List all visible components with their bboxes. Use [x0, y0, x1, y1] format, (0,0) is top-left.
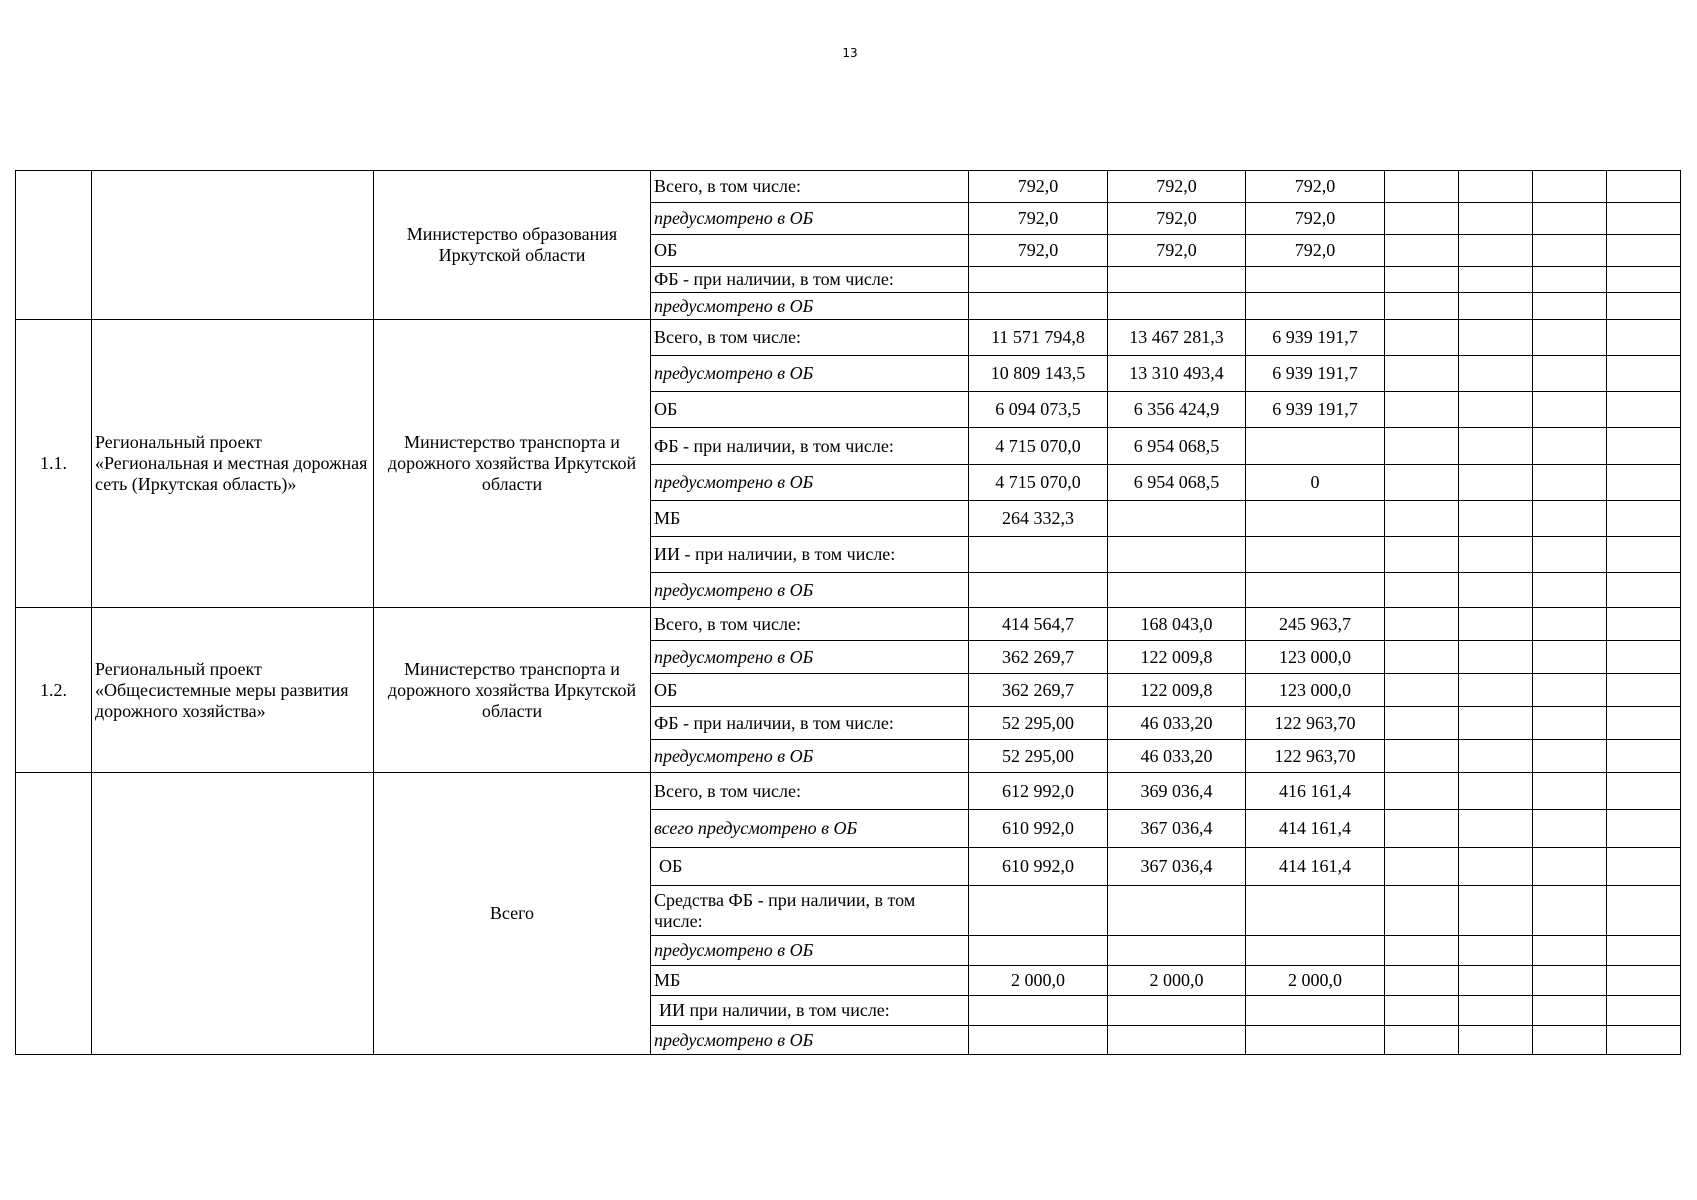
value-col-3	[1246, 936, 1385, 966]
empty-cell	[1385, 293, 1459, 320]
funding-source: ИИ при наличии, в том числе:	[651, 996, 969, 1026]
empty-cell	[1459, 848, 1533, 886]
empty-cell	[1459, 996, 1533, 1026]
value-col-2	[1108, 936, 1246, 966]
empty-cell	[1607, 936, 1681, 966]
value-col-2: 46 033,20	[1108, 740, 1246, 773]
value-col-1: 362 269,7	[969, 641, 1108, 674]
value-col-3: 122 963,70	[1246, 740, 1385, 773]
row-number: 1.1.	[16, 320, 92, 608]
value-col-3	[1246, 1026, 1385, 1055]
empty-cell	[1533, 537, 1607, 573]
empty-cell	[1459, 1026, 1533, 1055]
row-number	[16, 171, 92, 320]
empty-cell	[1459, 740, 1533, 773]
empty-cell	[1533, 356, 1607, 392]
funding-source: МБ	[651, 966, 969, 996]
value-col-2: 6 356 424,9	[1108, 392, 1246, 428]
value-col-1: 52 295,00	[969, 707, 1108, 740]
empty-cell	[1385, 608, 1459, 641]
value-col-3: 6 939 191,7	[1246, 320, 1385, 356]
funding-source: предусмотрено в ОБ	[651, 641, 969, 674]
empty-cell	[1533, 848, 1607, 886]
empty-cell	[1459, 501, 1533, 537]
value-col-2	[1108, 501, 1246, 537]
value-col-3: 123 000,0	[1246, 641, 1385, 674]
empty-cell	[1533, 773, 1607, 810]
empty-cell	[1607, 267, 1681, 293]
value-col-2	[1108, 293, 1246, 320]
value-col-3: 122 963,70	[1246, 707, 1385, 740]
value-col-3	[1246, 537, 1385, 573]
empty-cell	[1533, 267, 1607, 293]
funding-source: Всего, в том числе:	[651, 608, 969, 641]
empty-cell	[1385, 267, 1459, 293]
empty-cell	[1385, 810, 1459, 848]
empty-cell	[1459, 465, 1533, 501]
funding-source: ФБ - при наличии, в том числе:	[651, 707, 969, 740]
empty-cell	[1385, 465, 1459, 501]
value-col-3: 792,0	[1246, 203, 1385, 235]
project-name: Региональный проект «Региональная и местная дорожная сеть (Иркутская область)»	[92, 320, 374, 608]
empty-cell	[1533, 674, 1607, 707]
empty-cell	[1533, 1026, 1607, 1055]
funding-source: предусмотрено в ОБ	[651, 356, 969, 392]
funding-source: предусмотрено в ОБ	[651, 936, 969, 966]
value-col-2	[1108, 1026, 1246, 1055]
empty-cell	[1607, 171, 1681, 203]
empty-cell	[1385, 320, 1459, 356]
empty-cell	[1459, 773, 1533, 810]
table-row	[16, 171, 1681, 203]
value-col-2: 13 310 493,4	[1108, 356, 1246, 392]
empty-cell	[1385, 537, 1459, 573]
page-number: 13	[842, 46, 858, 60]
empty-cell	[1607, 293, 1681, 320]
value-col-3: 792,0	[1246, 235, 1385, 267]
empty-cell	[1459, 966, 1533, 996]
value-col-3: 414 161,4	[1246, 848, 1385, 886]
value-col-1	[969, 886, 1108, 936]
funding-source: предусмотрено в ОБ	[651, 573, 969, 608]
empty-cell	[1607, 501, 1681, 537]
value-col-2: 46 033,20	[1108, 707, 1246, 740]
value-col-3: 123 000,0	[1246, 674, 1385, 707]
funding-source: ОБ	[651, 848, 969, 886]
empty-cell	[1533, 392, 1607, 428]
empty-cell	[1533, 428, 1607, 465]
value-col-2: 367 036,4	[1108, 848, 1246, 886]
value-col-3	[1246, 996, 1385, 1026]
executor-name: Министерство образования Иркутской области	[374, 171, 651, 320]
value-col-2	[1108, 996, 1246, 1026]
empty-cell	[1607, 707, 1681, 740]
empty-cell	[1385, 740, 1459, 773]
funding-source: Всего, в том числе:	[651, 320, 969, 356]
empty-cell	[1459, 674, 1533, 707]
table-group	[16, 171, 1681, 320]
project-name	[92, 171, 374, 320]
value-col-1: 792,0	[969, 171, 1108, 203]
empty-cell	[1607, 773, 1681, 810]
value-col-2: 122 009,8	[1108, 641, 1246, 674]
table-row	[16, 608, 1681, 641]
empty-cell	[1533, 608, 1607, 641]
empty-cell	[1385, 773, 1459, 810]
empty-cell	[1385, 573, 1459, 608]
value-col-1: 52 295,00	[969, 740, 1108, 773]
empty-cell	[1385, 886, 1459, 936]
empty-cell	[1459, 356, 1533, 392]
empty-cell	[1607, 320, 1681, 356]
row-number	[16, 773, 92, 1055]
table-group	[16, 608, 1681, 773]
empty-cell	[1459, 320, 1533, 356]
value-col-3: 2 000,0	[1246, 966, 1385, 996]
empty-cell	[1459, 203, 1533, 235]
value-col-2: 6 954 068,5	[1108, 465, 1246, 501]
value-col-2	[1108, 267, 1246, 293]
empty-cell	[1533, 171, 1607, 203]
empty-cell	[1459, 392, 1533, 428]
funding-source: предусмотрено в ОБ	[651, 465, 969, 501]
value-col-1	[969, 293, 1108, 320]
value-col-3	[1246, 886, 1385, 936]
empty-cell	[1459, 428, 1533, 465]
funding-source: предусмотрено в ОБ	[651, 1026, 969, 1055]
funding-source: ОБ	[651, 392, 969, 428]
empty-cell	[1607, 674, 1681, 707]
funding-source: ОБ	[651, 674, 969, 707]
value-col-1: 6 094 073,5	[969, 392, 1108, 428]
funding-source: предусмотрено в ОБ	[651, 203, 969, 235]
value-col-1	[969, 936, 1108, 966]
value-col-1	[969, 537, 1108, 573]
empty-cell	[1385, 848, 1459, 886]
empty-cell	[1459, 573, 1533, 608]
empty-cell	[1533, 203, 1607, 235]
empty-cell	[1607, 740, 1681, 773]
empty-cell	[1385, 356, 1459, 392]
empty-cell	[1385, 674, 1459, 707]
funding-source: предусмотрено в ОБ	[651, 293, 969, 320]
value-col-3	[1246, 573, 1385, 608]
table-group	[16, 320, 1681, 608]
value-col-3	[1246, 267, 1385, 293]
empty-cell	[1607, 235, 1681, 267]
value-col-3	[1246, 293, 1385, 320]
empty-cell	[1533, 707, 1607, 740]
value-col-3: 0	[1246, 465, 1385, 501]
value-col-3: 245 963,7	[1246, 608, 1385, 641]
empty-cell	[1459, 886, 1533, 936]
empty-cell	[1607, 428, 1681, 465]
funding-source: ИИ - при наличии, в том числе:	[651, 537, 969, 573]
empty-cell	[1607, 641, 1681, 674]
empty-cell	[1533, 235, 1607, 267]
empty-cell	[1607, 810, 1681, 848]
table-row	[16, 773, 1681, 810]
empty-cell	[1607, 996, 1681, 1026]
empty-cell	[1533, 966, 1607, 996]
value-col-3: 416 161,4	[1246, 773, 1385, 810]
funding-source: ОБ	[651, 235, 969, 267]
empty-cell	[1459, 235, 1533, 267]
empty-cell	[1533, 886, 1607, 936]
value-col-3: 6 939 191,7	[1246, 392, 1385, 428]
value-col-2: 2 000,0	[1108, 966, 1246, 996]
empty-cell	[1385, 501, 1459, 537]
value-col-2: 122 009,8	[1108, 674, 1246, 707]
value-col-1: 264 332,3	[969, 501, 1108, 537]
empty-cell	[1607, 203, 1681, 235]
value-col-1: 362 269,7	[969, 674, 1108, 707]
empty-cell	[1607, 537, 1681, 573]
empty-cell	[1533, 641, 1607, 674]
empty-cell	[1459, 537, 1533, 573]
empty-cell	[1533, 465, 1607, 501]
empty-cell	[1459, 641, 1533, 674]
empty-cell	[1459, 171, 1533, 203]
empty-cell	[1607, 465, 1681, 501]
value-col-1: 4 715 070,0	[969, 428, 1108, 465]
empty-cell	[1385, 936, 1459, 966]
value-col-1	[969, 267, 1108, 293]
value-col-2: 792,0	[1108, 171, 1246, 203]
empty-cell	[1385, 203, 1459, 235]
value-col-1: 11 571 794,8	[969, 320, 1108, 356]
funding-source: всего предусмотрено в ОБ	[651, 810, 969, 848]
funding-source: предусмотрено в ОБ	[651, 740, 969, 773]
value-col-1: 610 992,0	[969, 810, 1108, 848]
empty-cell	[1533, 740, 1607, 773]
empty-cell	[1385, 1026, 1459, 1055]
funding-source: ФБ - при наличии, в том числе:	[651, 267, 969, 293]
funding-source: Всего, в том числе:	[651, 171, 969, 203]
table-group	[16, 773, 1681, 1055]
empty-cell	[1459, 293, 1533, 320]
value-col-1: 612 992,0	[969, 773, 1108, 810]
value-col-2: 792,0	[1108, 235, 1246, 267]
empty-cell	[1459, 608, 1533, 641]
value-col-1	[969, 1026, 1108, 1055]
value-col-1: 792,0	[969, 203, 1108, 235]
empty-cell	[1607, 966, 1681, 996]
budget-table	[15, 170, 1681, 1055]
value-col-2: 168 043,0	[1108, 608, 1246, 641]
row-number: 1.2.	[16, 608, 92, 773]
value-col-1: 10 809 143,5	[969, 356, 1108, 392]
executor-name: Министерство транспорта и дорожного хозяйства Иркутской области	[374, 320, 651, 608]
empty-cell	[1385, 707, 1459, 740]
value-col-1: 792,0	[969, 235, 1108, 267]
value-col-2: 792,0	[1108, 203, 1246, 235]
empty-cell	[1459, 707, 1533, 740]
funding-source: МБ	[651, 501, 969, 537]
empty-cell	[1385, 235, 1459, 267]
empty-cell	[1385, 428, 1459, 465]
value-col-3: 414 161,4	[1246, 810, 1385, 848]
empty-cell	[1607, 608, 1681, 641]
empty-cell	[1533, 293, 1607, 320]
empty-cell	[1533, 996, 1607, 1026]
empty-cell	[1607, 392, 1681, 428]
empty-cell	[1607, 573, 1681, 608]
empty-cell	[1533, 320, 1607, 356]
value-col-2: 6 954 068,5	[1108, 428, 1246, 465]
value-col-2	[1108, 573, 1246, 608]
empty-cell	[1607, 1026, 1681, 1055]
empty-cell	[1607, 356, 1681, 392]
value-col-2: 369 036,4	[1108, 773, 1246, 810]
value-col-2	[1108, 537, 1246, 573]
value-col-2: 367 036,4	[1108, 810, 1246, 848]
empty-cell	[1607, 848, 1681, 886]
value-col-1: 4 715 070,0	[969, 465, 1108, 501]
value-col-3: 792,0	[1246, 171, 1385, 203]
total-label: Всего	[374, 773, 651, 1055]
value-col-1: 2 000,0	[969, 966, 1108, 996]
funding-source: ФБ - при наличии, в том числе:	[651, 428, 969, 465]
value-col-1	[969, 573, 1108, 608]
value-col-1	[969, 996, 1108, 1026]
funding-source: Всего, в том числе:	[651, 773, 969, 810]
value-col-1: 610 992,0	[969, 848, 1108, 886]
value-col-3	[1246, 501, 1385, 537]
empty-cell	[1533, 810, 1607, 848]
funding-source: Средства ФБ - при наличии, в том числе:	[651, 886, 969, 936]
value-col-1: 414 564,7	[969, 608, 1108, 641]
empty-cell	[1533, 936, 1607, 966]
value-col-2: 13 467 281,3	[1108, 320, 1246, 356]
empty-cell	[1385, 966, 1459, 996]
value-col-3	[1246, 428, 1385, 465]
table-row	[16, 320, 1681, 356]
value-col-2	[1108, 886, 1246, 936]
empty-cell	[1385, 996, 1459, 1026]
executor-name: Министерство транспорта и дорожного хозяйства Иркутской области	[374, 608, 651, 773]
empty-cell	[1385, 392, 1459, 428]
empty-cell	[1459, 936, 1533, 966]
empty-cell	[1385, 171, 1459, 203]
project-name	[92, 773, 374, 1055]
empty-cell	[1459, 267, 1533, 293]
empty-cell	[1533, 573, 1607, 608]
empty-cell	[1385, 641, 1459, 674]
empty-cell	[1533, 501, 1607, 537]
project-name: Региональный проект «Общесистемные меры развития дорожного хозяйства»	[92, 608, 374, 773]
value-col-3: 6 939 191,7	[1246, 356, 1385, 392]
empty-cell	[1607, 886, 1681, 936]
empty-cell	[1459, 810, 1533, 848]
